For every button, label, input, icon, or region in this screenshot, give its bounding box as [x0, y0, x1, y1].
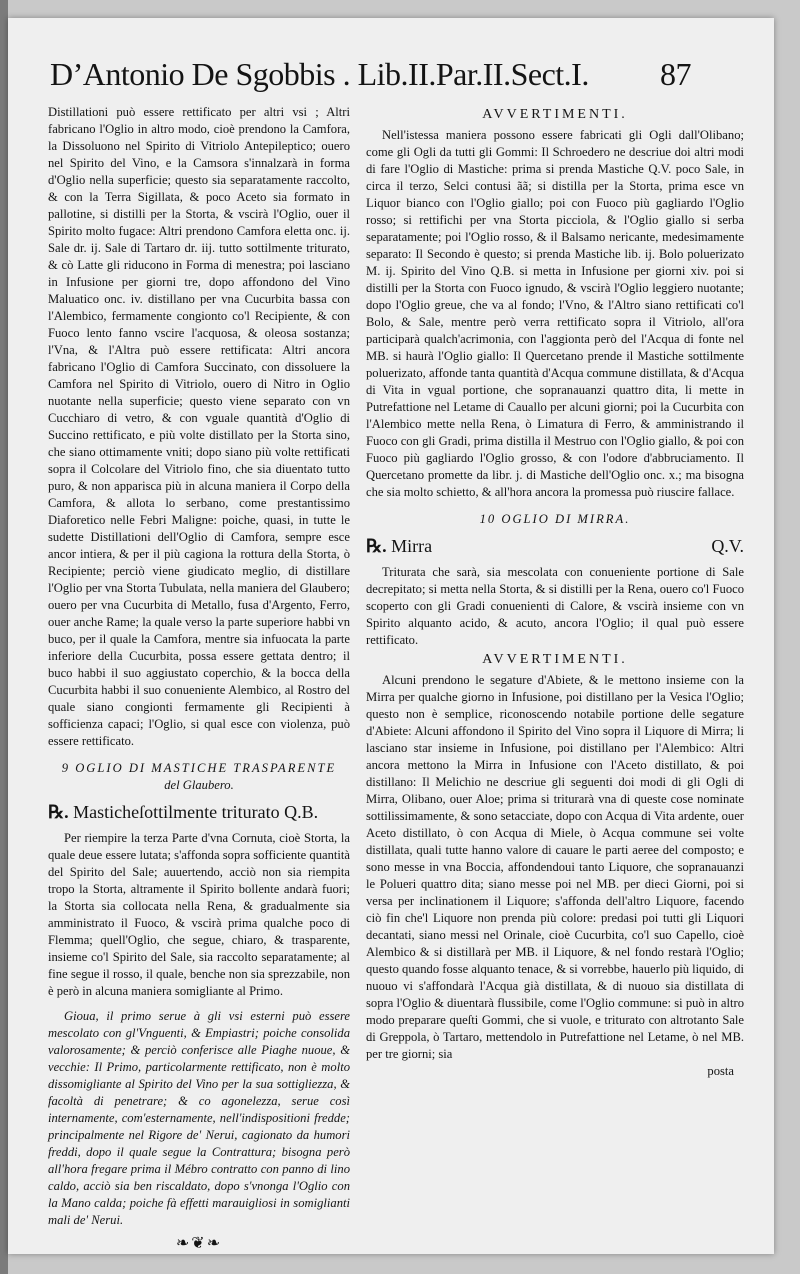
page-number: 87: [660, 56, 691, 92]
mastiche-uses: Gioua, il primo serue à gli vsi esterni può essere mescolato con gl'Vnguenti, & Empiastri; poiche consolida valorosamente; & perciò conferisce alle Piaghe nuoue, & vecchie: Il Primo, particolarmente rettificato, non è molto dissomigliante al Spirito del Vino per la sua sottigliezza, & facoltà di penetrare; & co agonelezza, serue così internamente, com'esternamente, nell'indispositioni fredde; principalmente nel Rigore de' Nerui, cagionato da humori freddi, dopo il quale segue la Contrattura; bisogna però all'hora fregare prima il Mébro contratto con panno di lino caldo, acciò sia ben riscaldato, dopo s'vnonga l'Oglio con la Mano calda; poiche fà effetti marauigliosi in somiglianti mali de' Nerui.: [48, 1009, 350, 1227]
section-9-title: 9 OGLIO DI MASTICHE TRASPARENTE: [61, 761, 337, 775]
section-9-subtitle: del Glaubero.: [164, 778, 234, 792]
camphor-paragraph: Distillationi può essere rettificato per altri vsi ; Altri fabricano l'Oglio in altro modo, cioè prendono la Camfora, la Dissoluono nel Spirito di Vitriolo Antepileptico; ouero nel Spirito del Vino, e la Camsora s'innalzarà in forma d'Oglio nella superficie; questo sia separatamente raccolto, & con la Terra Sigillata, & poco Aceto sia formato in pallotine, si distilli per la Storta, & vscirà l'Oglio, ouer il Spirito molto fugace: Altri prendono Camfora eletta onc. ij. Sale dr. ij. Sale di Tartaro dr. iij. tutto sottilmente triturato, & cò Latte gli riducono in Forma di menestra; poi lasciano in Infusione per giorni tre, dopo affondono del Vino Maluatico onc. iv. distillano per vna Cucurbita bassa con l'Alembico, fermamente congionto co'l Recipiente, & con Fuoco lento fanno vscire l'acquosa, & oleosa sostanza; l'Vna, & l'Altra può essere rettificata: Altri ancora fabricano l'Oglio di Camfora Succinato, con dissoluere la Camfora nel Spirito di Vitriolo, ouero di Nitro in Oglio nuotante nella superficie; questo viene separato con vn Cucchiaro di vetro, & con vguale quantità d'Oglio di Succino rettificato, e più volte distillato per la Storta sino, che siano ottimamente vniti; dopo siano più volte rettificati sopra il Colcolare del Vitriolo fino, che sia diuentato tutto puro, & non apparisca più in alcuna maniera il Corpo della Camfora, & allota lo serbano, come prestantissimo Diaforetico nelle Febri Maligne: poiche, quasi, in tutte le sudette Distillationi dell'Oglio di Camfora, sempre esce ancor intiera, & per il più cagiona la rottura della Storta, ò Recipiente; perciò viene giudicato meglio, di distillare l'Oglio per vna Storta Tubulata, nella maniera del Glaubero; ouero per vna Cucurbita di Metallo, fusa d'Argento, Ferro, ouer anche Rame; la quale verso la parte superiore habbi vn buco, per il quale la Camfora, mentre sia infuocata la parte inferiore della Cucurbita, possa essere gettata dentro; il buco habbi il suo aggiustato coperchio, & la bocca della Cucurbita habbi il suo conueniente Alembico, al Rostro del quale siano congionti fermamente gli Recipienti à sofficienza capaci; l'Oglio, si qual esce con violenza, può essere rettificato.: [48, 105, 350, 748]
recipe-item-mirra: Mirra: [391, 536, 433, 556]
recipe-symbol-2: ℞.: [366, 536, 387, 556]
avvertimenti-1-text: Nell'istessa maniera possono essere fabricati gli Ogli dall'Olibano; come gli Ogli da tutti gli Gommi: Il Schroedero ne descriue doi altri modi di fare l'Oglio di Mastiche: prima si prenda Mastiche Q.V. poco Sale, in circa il terzo, Selci contusi ãã; si distilla per la Storta, prima esce vn Liquor bianco con l'Oglio giallo; poi con Fuoco più gagliardo l'Oglio rosso; si rettifichi per vna Storta picciola, & l'Oglio giallo si serba separatamente; poi l'Oglio rosso, & il Balsamo nericante, medesimamente separato: Il Secondo è questo; si prenda Mastiche lib. ij. Bolo poluerizato M. ij. Spirito del Vino Q.B. si metta in Infusione per giorni xiv. poi si distilli per la Storta con Fuoco ignudo, & vscirà l'Oglio leggiero nuotante; dopo l'Oglio greue, che va al fondo; l'Vno, & l'Altro siano rettificati co'l Bolo, & Sale, mentre però verra rettificato sopra il Vitriolo, all'ora participarà qualch'acrimonia, con l'aggionta però del l'Acqua di fonte nel MB. si haurà l'Oglio giallo: Il Quercetano prende il Mastiche sottilmente poluerizato, affonde tanta quantità d'Acqua commune distillata, & d'Acqua di Vita in vgual portione, che sopranauanzi quattro dita, li mette in Putrefattione nel Letame di Cauallo per alcuni giorni; poi la Cucurbita con l'Alembico mette nella Rena, ò Limatura di Ferro, & amministrando il Fuoco con gli Gradi, prima distilla il Mestruo con l'Oglio giallo, & poi con Fuoco più gagliardo l'Oglio grosso, & con l'odore d'abbruciamento. Il Quercetano promette da libr. j. di Mastiche dell'Oglio onc. x.; ma bisogna che sia molto schietto, & all'hora ancora la promessa può riuscire fallace.: [366, 128, 744, 499]
recipe-symbol: ℞.: [48, 802, 69, 822]
running-head: [50, 54, 740, 94]
recipe-line-mirra: [366, 532, 744, 560]
recipe-line-mastiche: [48, 798, 350, 826]
recipe-quantity: Q.V.: [711, 536, 744, 556]
avvertimenti-2-text: Alcuni prendono le segature d'Abiete, & le mettono insieme con la Mirra per qualche giorno in Infusione, poi distillano per la Vesica l'Oglio; questo non è semplice, riconoscendo notabile portione delle segature d'Abiete: Alcuni affondono il Spirito del Vino sopra il Liquore di Mirra; li lasciano star insieme in Infusione, poi distillano per l'Alembico: Altri ancora mettono la Mirra in Infusione con l'Aceto distillato, & poi distillano: Il Melichio ne descriue gli seguenti doi modi di gli Ogli di Mirra, Olibano, ouer Aloe; prima si triturarà vna di queste cose nominate sottilissimamente, & sono setacciate, dopo con Acqua di Vita ardente, ouer Aceto distillato, ò con Acqua di Miele, ò Acqua commune sei volte distillata, quali tutte hanno valore di cauare le parti aeree del composto; e sono messe in vna Boccia, affondendoui tanto Liquore, che sopranauanzi le Polueri quattro dita; siano messe poi nel MB. per dieci Giorni, poi si versa per inclinationem il Liquore; s'affonda dell'altro Liquore, facendo ciò fin che'l Liquore non prenda più colore: predasi poi tutti gli Liquori decantati, siano messi nel Orinale, cioè Cucurbita, co'l suo Capello, cioè Alembico & si distillarà per MB. il Liquore, & nel fondo restarà l'Oglio; questo quando fosse alquanto tenace, & si vorrebbe, hauerlo più liquido, di nuouo vi s'affondarà l'Acqua già distillata, & di nuouo sia distillata di sopra l'Oglio & diuentarà flussibile, come l'Oglio commune: si può in altro modo preparare queſti Gommi, che si vuole, e triturato con altrotanto Sale di Greppola, ò Tartaro, mettendolo in Putrefattione nel Letame, ò nel MB. per tre giorni; sia: [366, 673, 744, 1061]
section-10-title: 10 OGLIO DI MIRRA.: [479, 512, 631, 526]
catchword: posta: [707, 1064, 734, 1078]
recipe-text: Masticheſottilmente triturato Q.B.: [73, 802, 319, 822]
mirra-procedure: Triturata che sarà, sia mescolata con conueniente portione di Sale decrepitato; si metta nella Storta, & si distilli per la Rena, ouero co'l Fuoco scoperto con gli Gradi conuenienti di Calore, & vscirà insieme con vn Spirito alquanto acido, & acuto, ancora l'Oglio; il qual può essere rettificato.: [366, 565, 744, 647]
avvertimenti-1-title: AVVERTIMENTI.: [482, 107, 628, 122]
left-column: [48, 104, 350, 1252]
right-column: [366, 104, 744, 1080]
book-page: [8, 18, 774, 1254]
avvertimenti-2-title: AVVERTIMENTI.: [482, 652, 628, 667]
scan-edge: [0, 0, 8, 1274]
ornament: ❧❦❧: [175, 1235, 223, 1252]
running-title: D’Antonio De Sgobbis . Lib.II.Par.II.Sect.I.: [50, 56, 589, 92]
mastiche-procedure: Per riempire la terza Parte d'vna Cornuta, cioè Storta, la quale deue essere lutata; s'affonda sopra sofficiente quantità del Spirito del Sale; auuertendo, acciò non sia riempita tropo la Storta, altramente il Spirito bollente andarà fuori; la Storta sia collocata nella Rena, & gradualmente sia amministrato il Fuoco, & vscirà prima qualche poco di Flemma; quell'Oglio, che segue, chiaro, & trasparente, insieme co'l Spirito del Sale, sia raccolto separatamente; al fine segue il rosso, il quale, benche non sia sprezzabile, non è però in alcuna maniera somigliante al Primo.: [48, 831, 350, 998]
